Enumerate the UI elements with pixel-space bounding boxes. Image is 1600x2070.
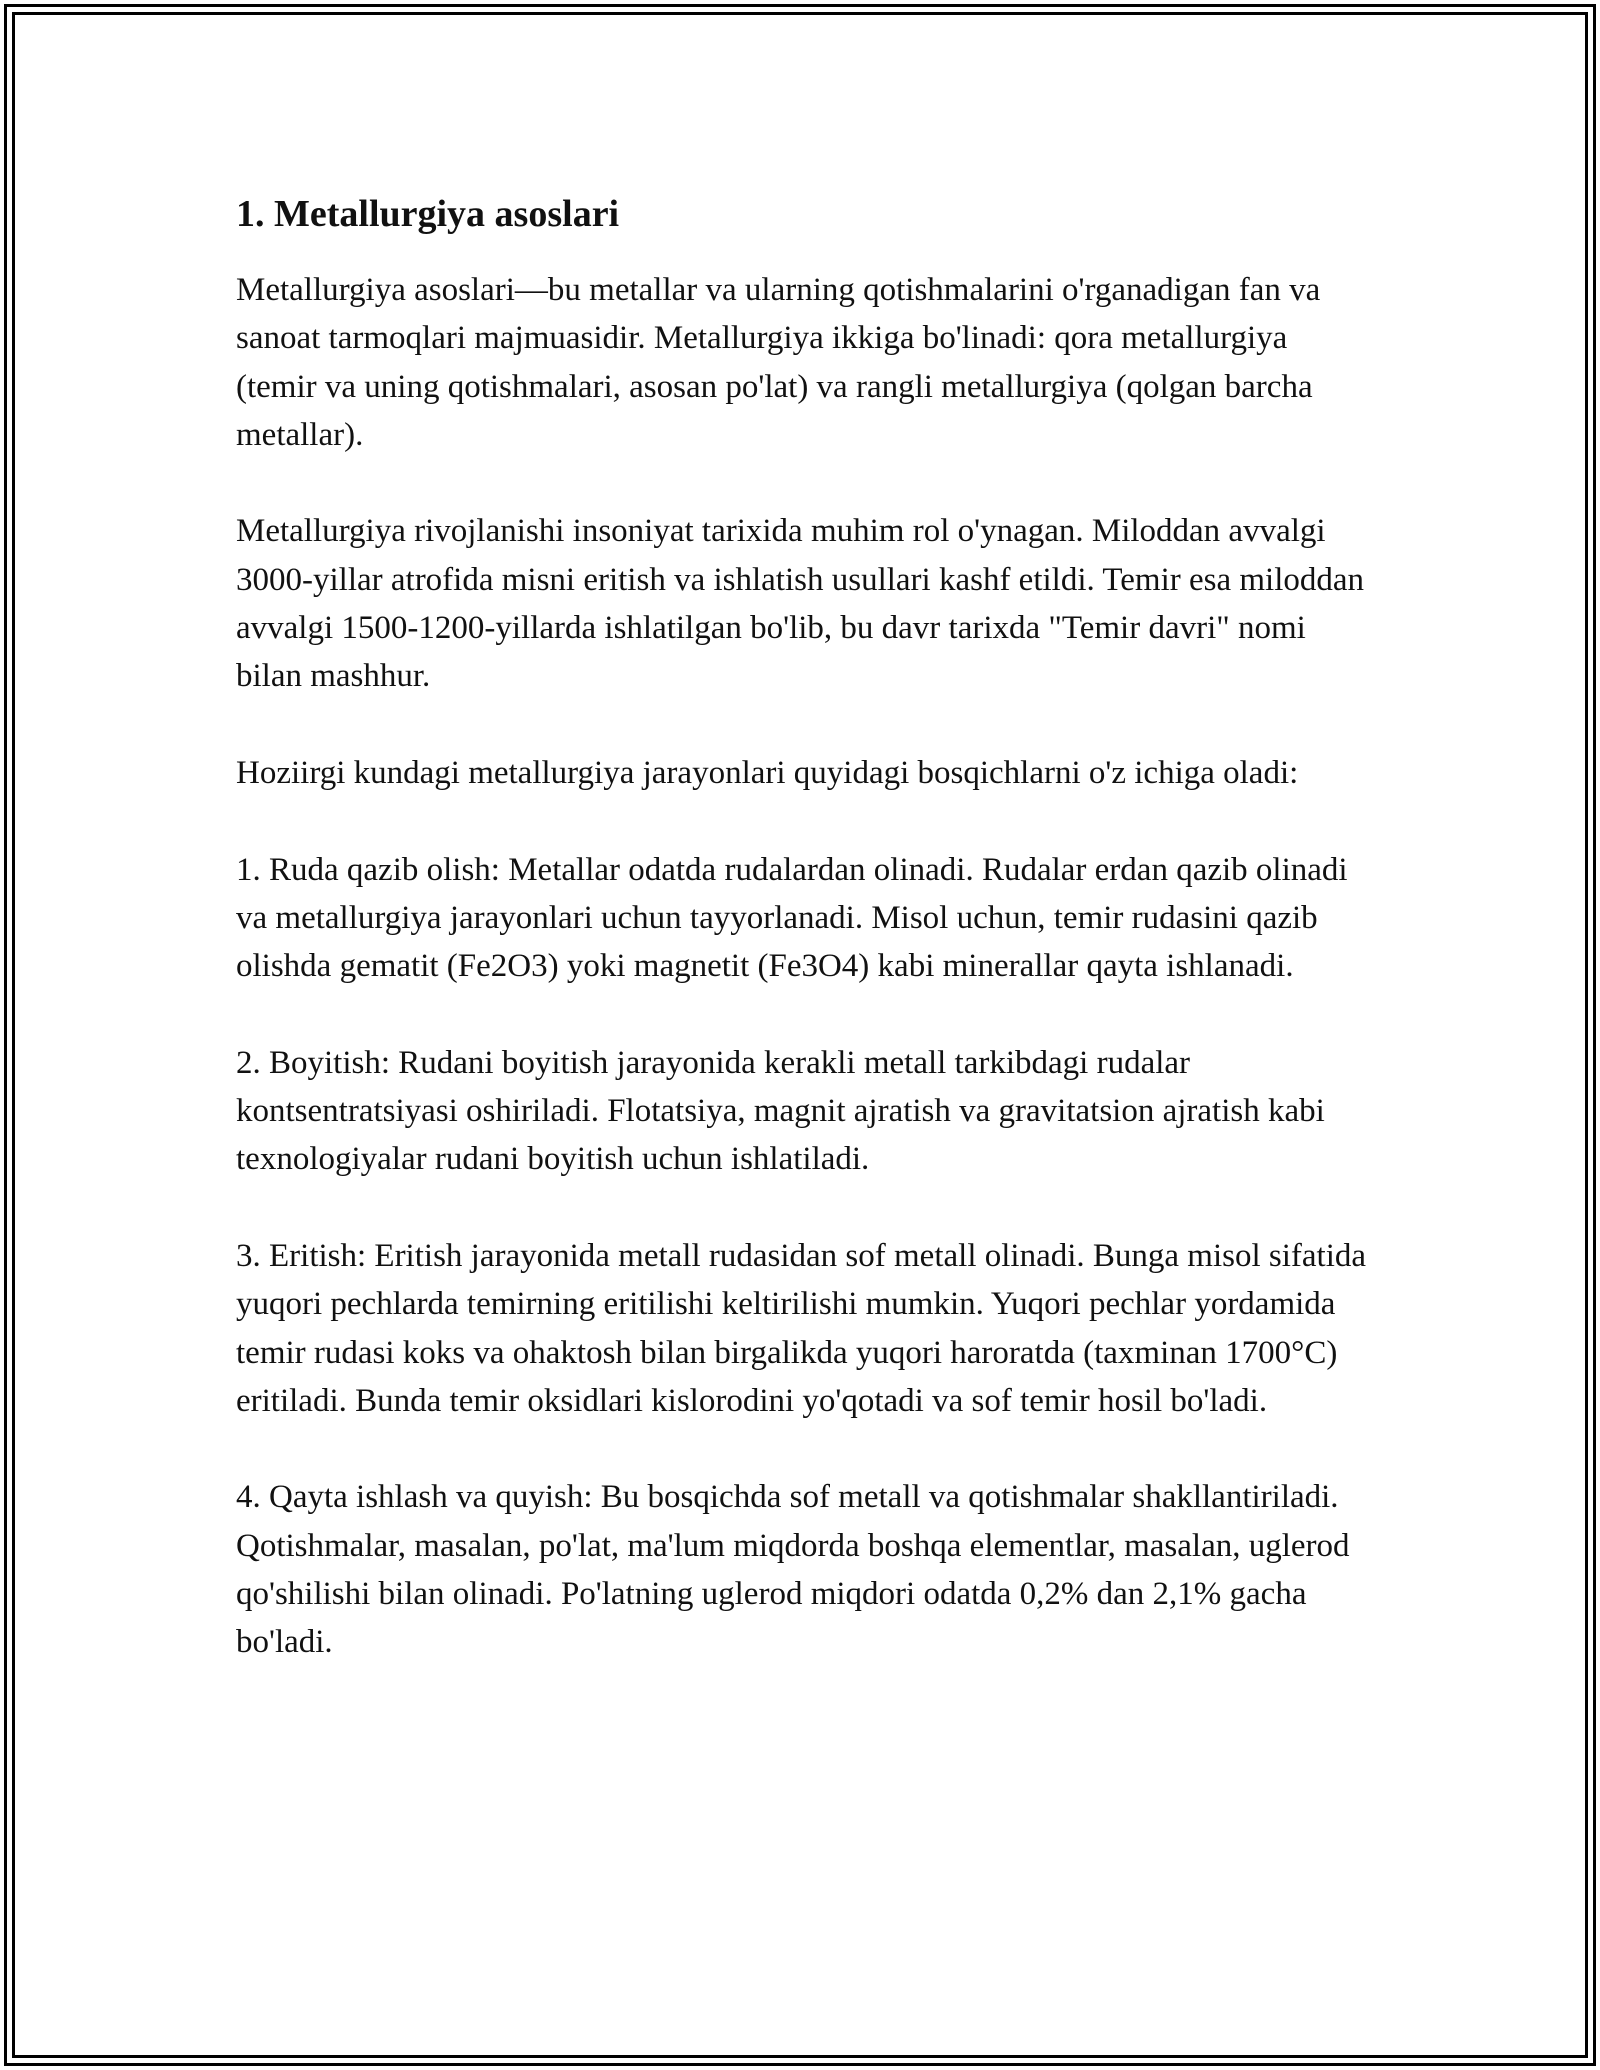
document-page: [236, 184, 1376, 1715]
paragraph-history: Metallurgiya rivojlanishi insoniyat tarixida muhim rol o'ynagan. Miloddan avvalgi 3000-yillar atrofida misni eritish va ishlatish usullari kashf etildi. Temir esa miloddan avvalgi 1500-1200-yillarda ishlatilgan bo'lib, bu davr tarixda "Temir davri" nomi bilan mashhur.: [236, 513, 1365, 695]
paragraph-stage-smelting: 3. Eritish: Eritish jarayonida metall rudasidan sof metall olinadi. Bunga misol sifatida yuqori pechlarda temirning eritilishi keltirilishi mumkin. Yuqori pechlar yordamida temir rudasi koks va ohaktosh bilan birgalikda yuqori haroratda (taxminan 1700°C) eritiladi. Bunda temir oksidlari kislorodini yo'qotadi va sof temir hosil bo'ladi.: [236, 1237, 1367, 1419]
paragraph-stage-mining: 1. Ruda qazib olish: Metallar odatda rudalardan olinadi. Rudalar erdan qazib olinadi va metallurgiya jarayonlari uchun tayyorlanadi. Misol uchun, temir rudasini qazib olishda gematit (Fe2O3) yoki magnetit (Fe3O4) kabi minerallar qayta ishlanadi.: [236, 851, 1348, 985]
document-title: 1. Metallurgiya asoslari: [236, 193, 620, 235]
paragraph-intro: Metallurgiya asoslari—bu metallar va ularning qotishmalarini o'rganadigan fan va sanoat tarmoqlari majmuasidir. Metallurgiya ikkiga bo'linadi: qora metallurgiya (temir va uning qotishmalari, asosan po'lat) va rangli metallurgiya (qolgan barcha metallar).: [236, 272, 1321, 453]
paragraph-stage-processing: 4. Qayta ishlash va quyish: Bu bosqichda sof metall va qotishmalar shakllantiriladi. Qotishmalar, masalan, po'lat, ma'lum miqdorda boshqa elementlar, masalan, uglerod qo'shilishi bilan olinadi. Po'latning uglerod miqdori odatda 0,2% dan 2,1% gacha bo'ladi.: [236, 1479, 1350, 1661]
paragraph-stages-intro: Hoziirgi kundagi metallurgiya jarayonlari quyidagi bosqichlarni o'z ichiga oladi:: [236, 754, 1299, 791]
paragraph-stage-enrichment: 2. Boyitish: Rudani boyitish jarayonida kerakli metall tarkibdagi rudalar kontsentratsiyasi oshiriladi. Flotatsiya, magnit ajratish va gravitatsion ajratish kabi texnologiyalar rudani boyitish uchun ishlatiladi.: [236, 1044, 1325, 1178]
